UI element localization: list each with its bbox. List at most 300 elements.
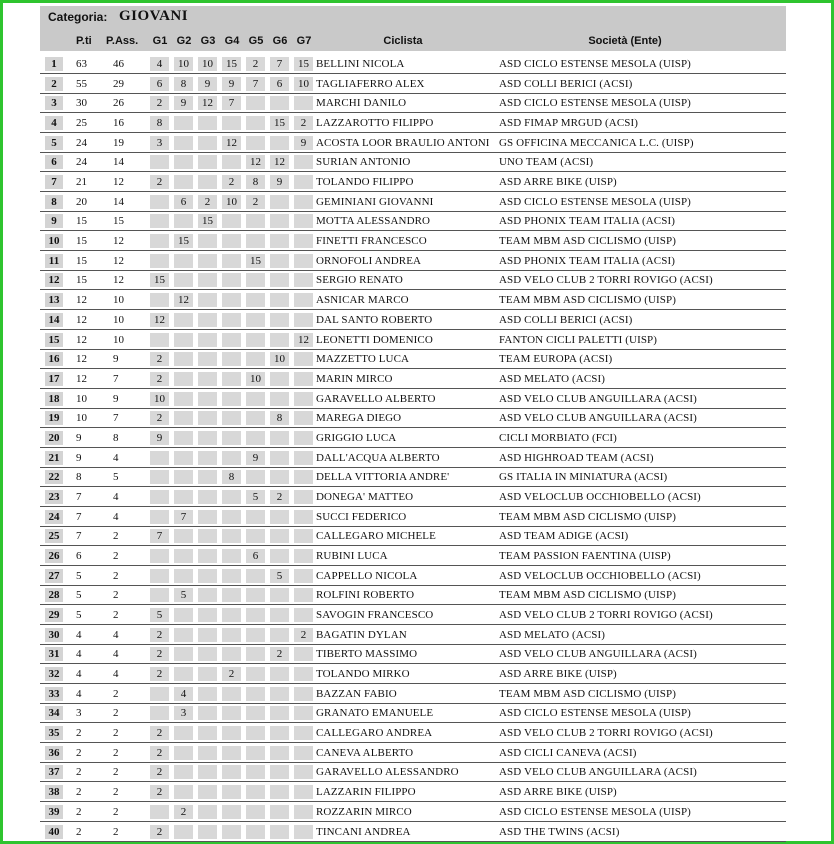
race-g5-cell: 9 [246, 451, 265, 465]
abs-points-cell: 2 [113, 766, 119, 779]
race-g3-cell [198, 490, 217, 504]
table-row [40, 566, 786, 586]
points-cell: 7 [76, 490, 82, 503]
rank-cell: 38 [45, 785, 63, 799]
col-header-pti: P.ti [76, 35, 92, 47]
table-row [40, 270, 786, 290]
race-g6-cell [270, 549, 289, 563]
race-g3-cell [198, 706, 217, 720]
table-row [40, 408, 786, 428]
points-cell: 2 [76, 766, 82, 779]
rank-cell: 30 [45, 628, 63, 642]
race-g4-cell [222, 805, 241, 819]
abs-points-cell: 4 [113, 648, 119, 661]
table-row [40, 782, 786, 802]
abs-points-cell: 46 [113, 58, 124, 70]
team-name: TEAM PASSION FAENTINA (UISP) [499, 550, 671, 562]
points-cell: 4 [76, 687, 82, 700]
race-g6-cell [270, 726, 289, 740]
team-name: ASD HIGHROAD TEAM (ACSI) [499, 451, 654, 464]
race-g7-cell [294, 431, 313, 445]
race-g2-cell: 2 [174, 805, 193, 819]
table-row [40, 546, 786, 566]
team-name: ASD VELO CLUB 2 TORRI ROVIGO (ACSI) [499, 727, 713, 740]
race-g6-cell: 5 [270, 569, 289, 583]
race-g7-cell [294, 451, 313, 465]
abs-points-cell: 29 [113, 77, 124, 90]
team-name: ASD COLLI BERICI (ACSI) [499, 313, 633, 326]
abs-points-cell: 2 [113, 530, 119, 543]
table-row [40, 54, 786, 74]
race-g6-cell: 15 [270, 116, 289, 130]
race-g2-cell [174, 785, 193, 799]
race-g5-cell [246, 293, 265, 307]
table-row [40, 664, 786, 684]
race-g1-cell [150, 588, 169, 602]
abs-points-cell: 4 [113, 451, 119, 464]
points-cell: 15 [76, 274, 87, 287]
race-g2-cell [174, 765, 193, 779]
race-g5-cell [246, 746, 265, 760]
points-cell: 15 [76, 254, 87, 267]
race-g3-cell: 2 [198, 195, 217, 209]
rank-cell: 18 [45, 392, 63, 406]
race-g2-cell [174, 273, 193, 287]
abs-points-cell: 26 [113, 97, 124, 110]
race-g4-cell [222, 726, 241, 740]
race-g4-cell [222, 825, 241, 839]
race-g6-cell: 8 [270, 411, 289, 425]
race-g5-cell: 15 [246, 254, 265, 268]
race-g7-cell [294, 195, 313, 209]
rider-name: RUBINI LUCA [316, 550, 388, 562]
team-name: TEAM MBM ASD CICLISMO (UISP) [499, 294, 676, 307]
race-g4-cell [222, 588, 241, 602]
race-g2-cell [174, 529, 193, 543]
col-header-societa: Società (Ente) [588, 35, 662, 47]
race-g7-cell [294, 372, 313, 386]
team-name: ASD VELO CLUB 2 TORRI ROVIGO (ACSI) [499, 274, 713, 287]
race-g5-cell [246, 647, 265, 661]
team-name: ASD ARRE BIKE (UISP) [499, 176, 617, 189]
team-name: ASD VELO CLUB ANGUILLARA (ACSI) [499, 648, 697, 661]
race-g7-cell [294, 588, 313, 602]
race-g3-cell [198, 647, 217, 661]
race-g7-cell [294, 805, 313, 819]
race-g7-cell [294, 765, 313, 779]
team-name: ASD VELO CLUB ANGUILLARA (ACSI) [499, 392, 697, 405]
rank-cell: 34 [45, 706, 63, 720]
team-name: ASD CICLI CANEVA (ACSI) [499, 746, 637, 759]
race-g2-cell: 10 [174, 57, 193, 71]
rank-cell: 10 [45, 234, 63, 248]
points-cell: 2 [76, 786, 82, 799]
race-g6-cell [270, 687, 289, 701]
abs-points-cell: 2 [113, 786, 119, 799]
team-name: ASD VELO CLUB ANGUILLARA (ACSI) [499, 412, 697, 425]
table-row [40, 428, 786, 448]
race-g3-cell [198, 805, 217, 819]
rider-name: DELLA VITTORIA ANDRE' [316, 471, 450, 484]
race-g1-cell: 2 [150, 726, 169, 740]
race-g4-cell [222, 746, 241, 760]
points-cell: 24 [76, 136, 87, 149]
rider-name: GARAVELLO ALESSANDRO [316, 766, 459, 779]
rank-cell: 19 [45, 411, 63, 425]
race-g4-cell: 15 [222, 57, 241, 71]
race-g4-cell [222, 569, 241, 583]
race-g6-cell [270, 273, 289, 287]
table-row [40, 467, 786, 487]
team-name: ASD VELOCLUB OCCHIOBELLO (ACSI) [499, 569, 701, 582]
race-g2-cell: 15 [174, 234, 193, 248]
race-g4-cell [222, 116, 241, 130]
rider-name: MARCHI DANILO [316, 97, 407, 110]
race-g1-cell [150, 687, 169, 701]
race-g1-cell [150, 569, 169, 583]
race-g2-cell [174, 608, 193, 622]
race-g6-cell [270, 392, 289, 406]
table-row [40, 644, 786, 664]
race-g1-cell: 2 [150, 785, 169, 799]
points-cell: 5 [76, 609, 82, 622]
race-g6-cell [270, 333, 289, 347]
team-name: ASD CICLO ESTENSE MESOLA (UISP) [499, 97, 691, 110]
points-cell: 2 [76, 825, 82, 838]
race-g7-cell: 9 [294, 136, 313, 150]
rider-name: SAVOGIN FRANCESCO [316, 609, 434, 622]
race-g6-cell [270, 765, 289, 779]
race-g7-cell [294, 175, 313, 189]
race-g3-cell [198, 411, 217, 425]
team-name: ASD VELO CLUB 2 TORRI ROVIGO (ACSI) [499, 609, 713, 622]
rider-name: SUCCI FEDERICO [316, 510, 407, 523]
abs-points-cell: 4 [113, 668, 119, 681]
race-g3-cell: 10 [198, 57, 217, 71]
race-g2-cell [174, 569, 193, 583]
col-header-g5: G5 [248, 35, 264, 47]
race-g6-cell [270, 510, 289, 524]
rank-cell: 16 [45, 352, 63, 366]
table-row [40, 684, 786, 704]
race-g7-cell [294, 706, 313, 720]
race-g7-cell [294, 392, 313, 406]
race-g5-cell [246, 765, 265, 779]
race-g6-cell [270, 470, 289, 484]
abs-points-cell: 4 [113, 510, 119, 523]
race-g3-cell [198, 392, 217, 406]
race-g3-cell: 9 [198, 77, 217, 91]
rank-cell: 33 [45, 687, 63, 701]
table-row [40, 113, 786, 133]
points-cell: 8 [76, 471, 82, 484]
race-g5-cell [246, 588, 265, 602]
race-g1-cell: 2 [150, 411, 169, 425]
race-g1-cell: 2 [150, 667, 169, 681]
race-g1-cell: 2 [150, 352, 169, 366]
col-header-g4: G4 [224, 35, 240, 47]
points-cell: 2 [76, 746, 82, 759]
race-g6-cell [270, 214, 289, 228]
rider-name: DAL SANTO ROBERTO [316, 313, 433, 326]
table-row [40, 723, 786, 743]
race-g5-cell: 6 [246, 549, 265, 563]
team-name: TEAM MBM ASD CICLISMO (UISP) [499, 510, 676, 523]
team-name: GS ITALIA IN MINIATURA (ACSI) [499, 471, 668, 484]
category-value: GIOVANI [119, 8, 189, 24]
points-cell: 12 [76, 313, 87, 326]
rider-name: CALLEGARO MICHELE [316, 530, 436, 543]
race-g2-cell [174, 726, 193, 740]
race-g3-cell [198, 155, 217, 169]
rank-cell: 7 [45, 175, 63, 189]
race-g1-cell: 4 [150, 57, 169, 71]
row-divider [40, 841, 786, 842]
race-g5-cell: 12 [246, 155, 265, 169]
race-g3-cell [198, 293, 217, 307]
points-cell: 55 [76, 77, 87, 90]
abs-points-cell: 2 [113, 746, 119, 759]
rank-cell: 40 [45, 825, 63, 839]
race-g4-cell: 2 [222, 667, 241, 681]
rank-cell: 24 [45, 510, 63, 524]
rank-cell: 3 [45, 96, 63, 110]
points-cell: 7 [76, 510, 82, 523]
race-g2-cell [174, 214, 193, 228]
team-name: TEAM MBM ASD CICLISMO (UISP) [499, 235, 676, 248]
race-g6-cell [270, 431, 289, 445]
table-row [40, 822, 786, 842]
race-g1-cell: 2 [150, 647, 169, 661]
race-g2-cell [174, 470, 193, 484]
rank-cell: 15 [45, 333, 63, 347]
table-row [40, 507, 786, 527]
race-g6-cell: 9 [270, 175, 289, 189]
race-g1-cell: 10 [150, 392, 169, 406]
abs-points-cell: 2 [113, 609, 119, 622]
race-g3-cell [198, 765, 217, 779]
race-g4-cell [222, 352, 241, 366]
race-g2-cell [174, 313, 193, 327]
table-row [40, 743, 786, 763]
table-row [40, 251, 786, 271]
table-row [40, 93, 786, 113]
table-row [40, 172, 786, 192]
race-g7-cell [294, 608, 313, 622]
race-g1-cell [150, 195, 169, 209]
race-g2-cell [174, 628, 193, 642]
race-g5-cell [246, 411, 265, 425]
rider-name: FINETTI FRANCESCO [316, 235, 427, 248]
race-g2-cell [174, 136, 193, 150]
abs-points-cell: 5 [113, 471, 119, 484]
rider-name: MOTTA ALESSANDRO [316, 215, 431, 228]
rank-cell: 4 [45, 116, 63, 130]
race-g5-cell: 7 [246, 77, 265, 91]
rider-name: MAREGA DIEGO [316, 412, 402, 425]
table-row [40, 290, 786, 310]
rank-cell: 17 [45, 372, 63, 386]
abs-points-cell: 10 [113, 333, 124, 346]
race-g6-cell: 2 [270, 490, 289, 504]
abs-points-cell: 2 [113, 707, 119, 720]
race-g6-cell [270, 825, 289, 839]
race-g5-cell [246, 470, 265, 484]
race-g1-cell [150, 155, 169, 169]
race-g2-cell: 12 [174, 293, 193, 307]
race-g3-cell [198, 273, 217, 287]
points-cell: 20 [76, 195, 87, 208]
rider-name: GARAVELLO ALBERTO [316, 392, 436, 405]
abs-points-cell: 12 [113, 176, 124, 189]
rider-name: BELLINI NICOLA [316, 58, 405, 70]
race-g6-cell: 12 [270, 155, 289, 169]
race-g2-cell [174, 647, 193, 661]
race-g5-cell [246, 116, 265, 130]
abs-points-cell: 19 [113, 136, 124, 149]
race-g3-cell [198, 549, 217, 563]
race-g3-cell [198, 510, 217, 524]
race-g7-cell [294, 490, 313, 504]
abs-points-cell: 9 [113, 392, 119, 405]
rank-cell: 9 [45, 214, 63, 228]
race-g7-cell [294, 313, 313, 327]
table-row [40, 703, 786, 723]
race-g7-cell [294, 470, 313, 484]
race-g2-cell [174, 175, 193, 189]
race-g5-cell [246, 510, 265, 524]
rider-name: ACOSTA LOOR BRAULIO ANTONI [316, 136, 490, 149]
race-g1-cell: 2 [150, 175, 169, 189]
race-g4-cell [222, 706, 241, 720]
table-row [40, 152, 786, 172]
race-g1-cell: 2 [150, 372, 169, 386]
race-g3-cell [198, 825, 217, 839]
table-row [40, 448, 786, 468]
team-name: ASD CICLO ESTENSE MESOLA (UISP) [499, 707, 691, 720]
race-g7-cell [294, 687, 313, 701]
race-g5-cell: 2 [246, 57, 265, 71]
table-row [40, 74, 786, 94]
race-g1-cell [150, 549, 169, 563]
abs-points-cell: 10 [113, 313, 124, 326]
race-g5-cell [246, 569, 265, 583]
race-g5-cell: 8 [246, 175, 265, 189]
race-g7-cell [294, 510, 313, 524]
race-g3-cell [198, 529, 217, 543]
race-g1-cell [150, 293, 169, 307]
rank-cell: 22 [45, 470, 63, 484]
race-g7-cell [294, 569, 313, 583]
abs-points-cell: 2 [113, 805, 119, 818]
race-g6-cell [270, 746, 289, 760]
race-g5-cell [246, 392, 265, 406]
col-header-pass: P.Ass. [106, 35, 139, 47]
abs-points-cell: 2 [113, 550, 119, 562]
points-cell: 15 [76, 235, 87, 248]
race-g3-cell: 15 [198, 214, 217, 228]
race-g4-cell [222, 155, 241, 169]
rider-name: LAZZAROTTO FILIPPO [316, 117, 434, 130]
race-g2-cell [174, 411, 193, 425]
col-header-g1: G1 [152, 35, 168, 47]
race-g3-cell [198, 726, 217, 740]
table-row [40, 369, 786, 389]
team-name: ASD FIMAP MRGUD (ACSI) [499, 117, 639, 130]
race-g5-cell [246, 529, 265, 543]
table-row [40, 802, 786, 822]
race-g1-cell [150, 470, 169, 484]
rank-cell: 36 [45, 746, 63, 760]
points-cell: 2 [76, 805, 82, 818]
race-g4-cell [222, 273, 241, 287]
race-g2-cell: 6 [174, 195, 193, 209]
team-name: UNO TEAM (ACSI) [499, 156, 594, 169]
race-g7-cell [294, 746, 313, 760]
rank-cell: 20 [45, 431, 63, 445]
rider-name: ROZZARIN MIRCO [316, 805, 412, 818]
race-g2-cell [174, 352, 193, 366]
race-g1-cell: 2 [150, 746, 169, 760]
points-cell: 2 [76, 727, 82, 740]
race-g3-cell [198, 431, 217, 445]
abs-points-cell: 12 [113, 235, 124, 248]
race-g3-cell [198, 175, 217, 189]
race-g3-cell [198, 313, 217, 327]
abs-points-cell: 2 [113, 589, 119, 602]
race-g1-cell [150, 254, 169, 268]
race-g4-cell [222, 313, 241, 327]
rank-cell: 11 [45, 254, 63, 268]
team-name: TEAM MBM ASD CICLISMO (UISP) [499, 589, 676, 602]
rank-cell: 31 [45, 647, 63, 661]
col-header-g7: G7 [296, 35, 312, 47]
race-g6-cell: 2 [270, 647, 289, 661]
race-g4-cell [222, 647, 241, 661]
points-cell: 10 [76, 392, 87, 405]
points-cell: 63 [76, 58, 87, 70]
abs-points-cell: 2 [113, 727, 119, 740]
race-g5-cell: 10 [246, 372, 265, 386]
race-g4-cell [222, 529, 241, 543]
race-g4-cell [222, 451, 241, 465]
race-g3-cell [198, 333, 217, 347]
race-g2-cell [174, 746, 193, 760]
race-g4-cell [222, 254, 241, 268]
points-cell: 4 [76, 628, 82, 641]
race-g4-cell [222, 765, 241, 779]
race-g2-cell [174, 116, 193, 130]
race-g3-cell [198, 254, 217, 268]
race-g7-cell [294, 96, 313, 110]
table-row [40, 526, 786, 546]
abs-points-cell: 12 [113, 274, 124, 287]
race-g1-cell: 15 [150, 273, 169, 287]
race-g2-cell: 8 [174, 77, 193, 91]
race-g7-cell [294, 647, 313, 661]
race-g7-cell: 12 [294, 333, 313, 347]
points-cell: 12 [76, 353, 87, 366]
race-g7-cell [294, 155, 313, 169]
race-g6-cell [270, 372, 289, 386]
team-name: ASD CICLO ESTENSE MESOLA (UISP) [499, 58, 691, 70]
team-name: ASD MELATO (ACSI) [499, 372, 606, 385]
rider-name: ROLFINI ROBERTO [316, 589, 415, 602]
race-g3-cell [198, 746, 217, 760]
abs-points-cell: 2 [113, 825, 119, 838]
race-g1-cell: 2 [150, 96, 169, 110]
race-g6-cell [270, 628, 289, 642]
